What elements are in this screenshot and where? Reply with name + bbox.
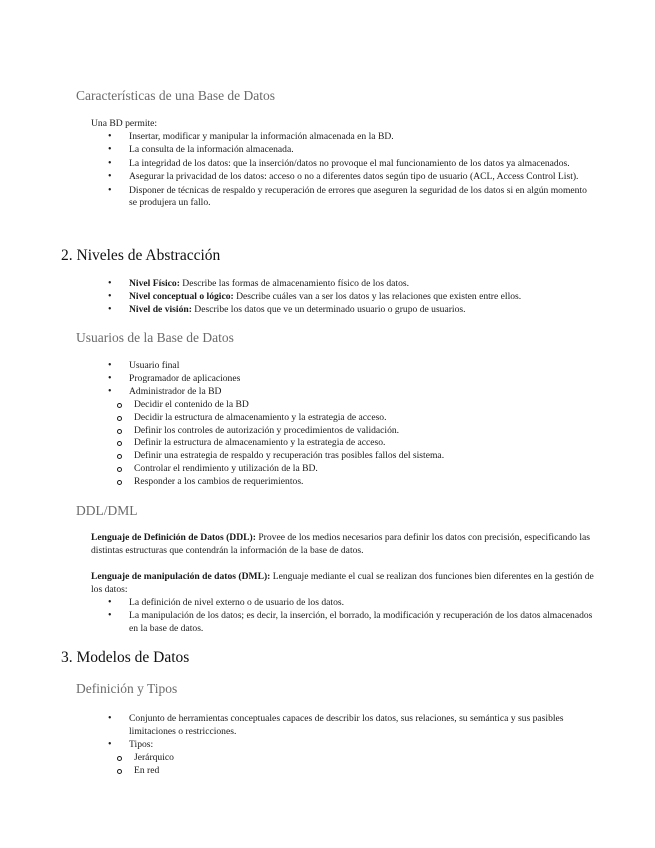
dml-paragraph xyxy=(91,571,596,597)
sub-list-item: Definir la estructura de almacenamiento y la estrategia de acceso. xyxy=(91,437,596,450)
list-item: • Disponer de técnicas de respaldo y recuperación de errores que aseguren la seguridad de los datos si en algún momento se produjera un fallo. xyxy=(91,185,596,211)
tipos-sublist xyxy=(91,752,596,778)
sub-list-item: Responder a los cambios de requerimientos. xyxy=(91,476,596,489)
list-item: • Usuario final xyxy=(91,360,596,373)
list-item: • Programador de aplicaciones xyxy=(91,373,596,386)
caracteristicas-list xyxy=(91,131,596,210)
ddl-paragraph xyxy=(91,532,596,558)
list-item: • La consulta de la información almacenada. xyxy=(91,144,596,157)
tipos-label: Tipos: xyxy=(129,739,154,751)
admin-label: Administrador de la BD xyxy=(129,385,222,397)
dml-text: Lenguaje mediante el cual se realizan dos funciones bien diferentes en la gestión de los datos: xyxy=(91,571,594,595)
list-item: • Conjunto de herramientas conceptuales capaces de describir los datos, sus relaciones, su semántica y sus pasibles limitaciones o restricciones. xyxy=(91,713,596,739)
list-item xyxy=(91,291,596,304)
desc-nivel-conceptual: Describe cuáles van a ser los datos y las relaciones que existen entre ellos. xyxy=(233,290,522,302)
sub-list-item: Definir una estrategia de respaldo y recuperación tras posibles fallos del sistema. xyxy=(91,450,596,463)
usuarios-block xyxy=(91,360,596,489)
list-item xyxy=(91,278,596,291)
heading-definicion-tipos: Definición y Tipos xyxy=(76,681,178,696)
ddl-text: Provee de los medios necesarios para definir los datos con precisión, especificando las distintas estructuras que contendrán la información de la base de datos. xyxy=(91,532,591,556)
niveles-list xyxy=(91,278,596,317)
niveles-block xyxy=(91,278,596,317)
sub-list-item: Decidir el contenido de la BD xyxy=(91,399,596,412)
list-item xyxy=(91,386,596,489)
sub-list-item: Jerárquico xyxy=(91,752,596,765)
sub-list-item: Controlar el rendimiento y utilización de la BD. xyxy=(91,463,596,476)
desc-nivel-fisico: Describe las formas de almacenamiento físico de los datos. xyxy=(179,278,409,289)
heading-modelos: 3. Modelos de Datos xyxy=(61,649,190,666)
term-nivel-fisico: Nivel Físico: xyxy=(129,278,180,289)
list-item: • La manipulación de los datos; es decir, la inserción, el borrado, la modificación y recuperación de los datos almacenados en la base de datos. xyxy=(91,610,596,636)
heading-niveles: 2. Niveles de Abstracción xyxy=(61,247,221,264)
term-nivel-vision: Nivel de visión: xyxy=(129,303,192,315)
ddl-term: Lenguaje de Definición de Datos (DDL): xyxy=(91,532,256,543)
caracteristicas-intro: Una BD permite: xyxy=(91,118,158,129)
sub-list-item: En red xyxy=(91,765,596,778)
sub-list-item: Decidir la estructura de almacenamiento y la estrategia de acceso. xyxy=(91,412,596,425)
heading-usuarios: Usuarios de la Base de Datos xyxy=(76,330,234,345)
dml-block xyxy=(91,571,596,637)
modelos-list xyxy=(91,713,596,778)
list-item: • Insertar, modificar y manipular la información almacenada en la BD. xyxy=(91,131,596,144)
list-item: • La integridad de los datos: que la inserción/datos no provoque el mal funcionamiento de los datos ya almacenados. xyxy=(91,158,596,171)
dml-list xyxy=(91,597,596,636)
list-item xyxy=(91,739,596,778)
heading-caracteristicas: Características de una Base de Datos xyxy=(76,88,276,103)
desc-nivel-vision: Describe los datos que ve un determinado usuario o grupo de usuarios. xyxy=(191,303,466,315)
heading-ddl-dml: DDL/DML xyxy=(76,503,138,518)
term-nivel-conceptual: Nivel conceptual o lógico: xyxy=(129,290,234,302)
list-item xyxy=(91,304,596,317)
list-item: • Asegurar la privacidad de los datos: acceso o no a diferentes datos según tipo de usuario (ACL, Access Control List). xyxy=(91,171,596,184)
modelos-block xyxy=(91,713,596,779)
sub-list-item: Definir los controles de autorización y procedimientos de validación. xyxy=(91,425,596,438)
usuarios-list xyxy=(91,360,596,489)
list-item: • La definición de nivel externo o de usuario de los datos. xyxy=(91,597,596,610)
admin-sublist xyxy=(91,399,596,489)
dml-term: Lenguaje de manipulación de datos (DML): xyxy=(91,571,271,582)
caracteristicas-block xyxy=(91,118,596,211)
